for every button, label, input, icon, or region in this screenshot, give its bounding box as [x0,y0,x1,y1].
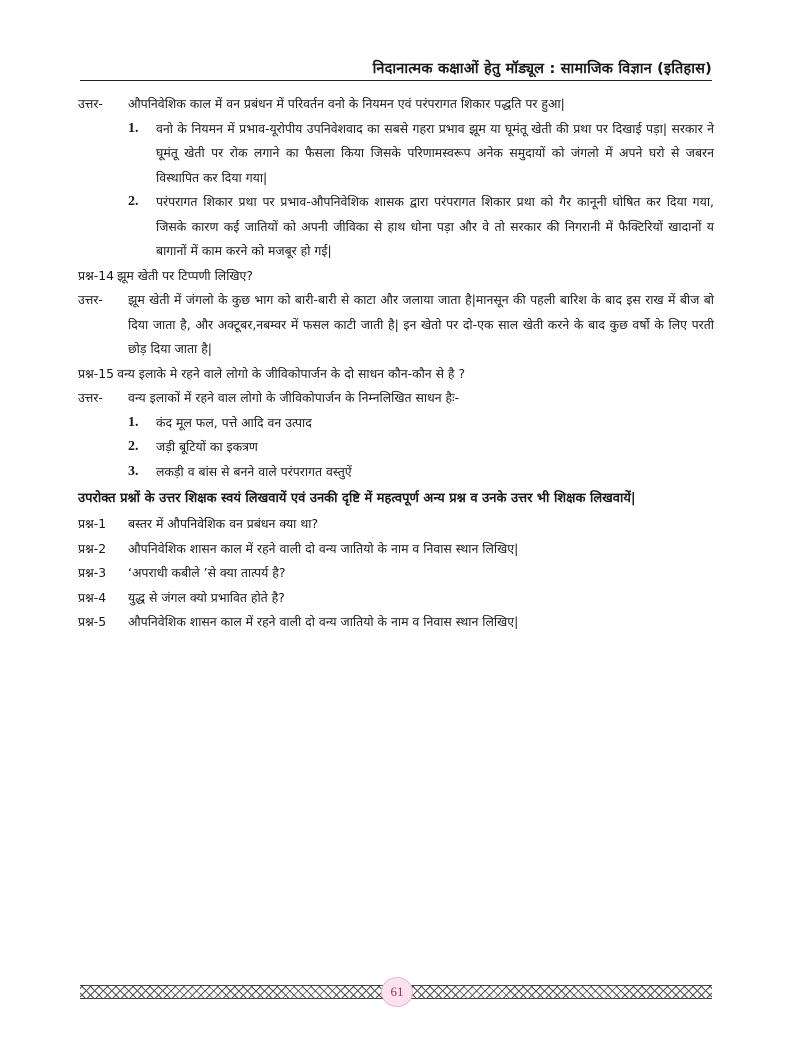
answer-text: औपनिवेशिक काल में वन प्रबंधन में परिवर्तन वनो के नियमन एवं परंपरागत शिकार पद्धति पर हुआ| [128,96,565,111]
page-content [78,92,714,635]
page-number: 61 [381,977,413,1007]
question-text: बस्तर में औपनिवेशिक वन प्रबंधन क्या था? [128,516,319,531]
question-label: प्रश्न-5 [78,614,107,629]
practice-question [78,610,714,635]
answer-text: वन्य इलाकों में रहने वाल लोगो के जीविकोपार्जन के निम्नलिखित साधन हैः- [128,390,460,405]
item-text: वनो के नियमन में प्रभाव-यूरोपीय उपनिवेशवाद का सबसे गहरा प्रभाव झूम या घूमंतू खेती की प्रथा पर दिखाई पड़ा| सरकार ने घूमंतू खेती पर रोक लगाने का फैसला किया जिसके परिणामस्वरूप अनेक समुदायों को जंगलो में अपने घरो से जबरन विस्थापित कर दिया गया| [156,120,714,185]
question-text: औपनिवेशिक शासन काल में रहने वाली दो वन्य जातियो के नाम व निवास स्थान लिखिए| [128,540,519,556]
item-number: 1. [128,120,139,136]
answer-15 [78,386,714,411]
list-item [128,460,714,485]
question-text: औपनिवेशिक शासन काल में रहने वाली दो वन्य जातियो के नाम व निवास स्थान लिखिए| [128,614,519,629]
question-15 [78,362,714,387]
item-text: परंपरागत शिकार प्रथा पर प्रभाव-औपनिवेशिक शासक द्वारा परंपरागत शिकार प्रथा को गैर कानूनी घोषित कर दिया गया, जिसके कारण कई जातियों को अपनी जीविका से हाथ धोना पड़ा और वे तो सरकार की निगरानी में फैक्टिरियों खादानों य बागानों में काम करने को मजबूर हो गई| [156,194,714,258]
question-text: झूम खेती पर टिप्पणी लिखिए? [117,267,253,283]
question-label: प्रश्न-2 [78,540,107,556]
item-number: 2. [128,194,139,209]
question-label: प्रश्न-1 [78,516,107,531]
item-number: 1. [128,414,139,430]
item-text: जड़ी बूटियों का इकत्रण [156,439,258,454]
question-14 [78,264,714,289]
practice-question [78,561,714,586]
question-text: ‘अपराधी कबीले ’से क्या तात्पर्य है? [128,565,286,580]
answer-label: उत्तर- [78,292,103,307]
item-text: लकड़ी व बांस से बनने वाले परंपरागत वस्तुऐं [156,463,352,479]
answer-intro [78,92,714,117]
practice-question [78,512,714,537]
list-item [128,435,714,460]
teacher-note: उपरोक्त प्रश्नों के उत्तर शिक्षक स्वयं लिखवायें एवं उनकी दृष्टि में महत्वपूर्ण अन्य प्रश्न व उनके उत्तर भी शिक्षक लिखवायें| [78,491,636,506]
question-label: प्रश्न-14 [78,267,115,283]
practice-question [78,586,714,611]
question-label: प्रश्न-4 [78,589,107,605]
answer-label: उत्तर- [78,96,103,111]
practice-questions [78,512,714,635]
list-item [128,411,714,436]
item-number: 2. [128,439,139,454]
question-text: युद्ध से जंगल क्यो प्रभावित होते है? [128,589,285,605]
answer-label: उत्तर- [78,390,103,405]
answer-14 [78,288,714,362]
page-header-title: निदानात्मक कक्षाओं हेतु मॉड्यूल : सामाजिक विज्ञान (इतिहास) [372,61,712,77]
question-text: वन्य इलाके मे रहने वाले लोगो के जीविकोपार्जन के दो साधन कौन-कौन से है ? [117,365,466,381]
item-number: 3. [128,463,139,479]
question-label: प्रश्न-3 [78,565,107,580]
header-rule [80,80,712,81]
item-text: कंद मूल फल, पत्ते आदि वन उत्पाद [156,414,312,430]
practice-question [78,537,714,562]
question-label: प्रश्न-15 [78,365,115,381]
list-item [128,190,714,264]
answer-text: झूम खेती में जंगलो के कुछ भाग को बारी-बारी से काटा और जलाया जाता है|मानसून की पहली बारिश के बाद इस राख में बीज बो दिया जाता है, और अक्टूबर,नबम्वर में फसल काटी जाती है| इन खेतो पर दो-एक साल खेती करने के बाद कुछ वर्षो के लिए परती छोड़ दिया जाता है| [128,292,714,356]
list-item [128,117,714,191]
